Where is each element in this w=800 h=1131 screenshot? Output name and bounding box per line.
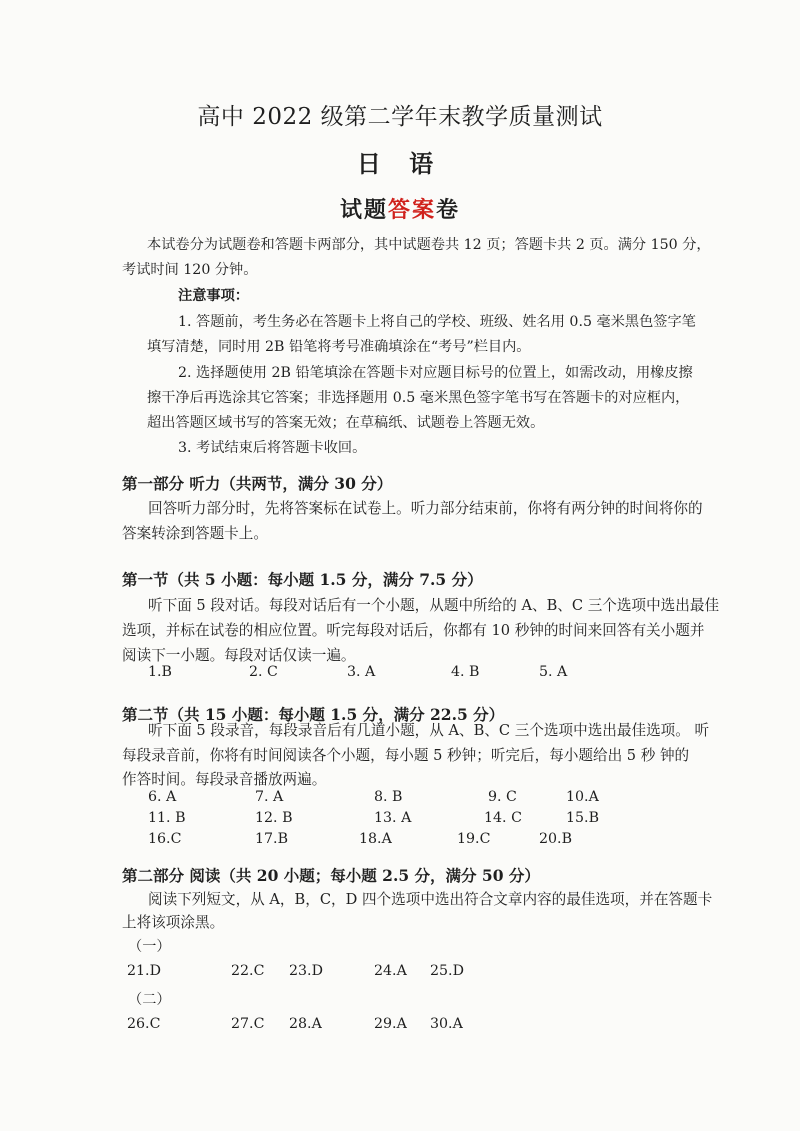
section2-desc-line: 每段录音前，你将有时间阅读各个小题，每小题 5 秒钟；听完后，每小题给出 5 秒 钟的 xyxy=(122,747,690,764)
answer-item: 7. A xyxy=(255,789,284,805)
notice-line: 超出答题区域书写的答案无效；在草稿纸、试题卷上答题无效。 xyxy=(147,415,545,431)
answer-item: 19.C xyxy=(457,831,491,847)
section1-desc-line: 听下面 5 段对话。每段对话后有一个小题，从题中所给的 A、B、C 三个选项中选出最佳 xyxy=(148,597,720,614)
part1-desc-line: 回答听力部分时，先将答案标在试卷上。听力部分结束前，你将有两分钟的时间将你的 xyxy=(148,500,703,517)
answer-item: 15.B xyxy=(566,810,599,826)
intro-line: 本试卷分为试题卷和答题卡两部分，其中试题卷共 12 页；答题卡共 2 页。满分 150 分， xyxy=(147,237,711,253)
answer-item: 24.A xyxy=(374,963,407,979)
answer-item: 8. B xyxy=(374,789,403,805)
answer-item: 12. B xyxy=(255,810,293,826)
notice-line: 1. 答题前，考生务必在答题卡上将自己的学校、班级、姓名用 0.5 毫米黑色签字笔 xyxy=(178,314,696,330)
part2-desc-line: 上将该项涂黑。 xyxy=(122,914,225,931)
answer-item: 20.B xyxy=(539,831,572,847)
part2-desc-line: 阅读下列短文，从 A，B，C，D 四个选项中选出符合文章内容的最佳选项，并在答题卡 xyxy=(148,891,713,908)
intro-line: 考试时间 120 分钟。 xyxy=(122,262,258,278)
section2-heading: 第二节（共 15 小题：每小题 1.5 分，满分 22.5 分） xyxy=(122,705,505,724)
answer-item: 18.A xyxy=(359,831,392,847)
part1-desc-line: 答案转涂到答题卡上。 xyxy=(122,525,268,542)
answer-item: 21.D xyxy=(127,963,161,979)
notice-line: 3. 考试结束后将答题卡收回。 xyxy=(178,440,367,456)
answer-item: 2. C xyxy=(249,664,278,680)
part1-heading: 第一部分 听力（共两节，满分 30 分） xyxy=(122,474,393,493)
answer-item: 27.C xyxy=(231,1016,265,1032)
answer-item: 16.C xyxy=(148,831,182,847)
answer-item: 23.D xyxy=(289,963,323,979)
section1-desc-line: 选项，并标在试卷的相应位置。听完每段对话后，你都有 10 秒钟的时间来回答有关小题并 xyxy=(122,622,705,639)
answer-item: 22.C xyxy=(231,963,265,979)
answer-title-post: 卷 xyxy=(436,197,461,223)
answer-item: 4. B xyxy=(451,664,480,680)
group-label: （二） xyxy=(128,992,171,1008)
answer-item: 28.A xyxy=(289,1016,322,1032)
section2-desc-line: 听下面 5 段录音，每段录音后有几道小题，从 A、B、C 三个选项中选出最佳选项。 听 xyxy=(148,722,710,739)
answer-item: 1.B xyxy=(148,664,172,680)
notice-title: 注意事项： xyxy=(178,288,249,304)
answer-item: 17.B xyxy=(255,831,288,847)
answer-title-red: 答案 xyxy=(387,197,436,223)
answer-item: 30.A xyxy=(430,1016,463,1032)
answer-item: 26.C xyxy=(127,1016,161,1032)
answer-item: 10.A xyxy=(566,789,599,805)
answer-item: 14. C xyxy=(484,810,522,826)
notice-line: 填写清楚，同时用 2B 铅笔将考号准确填涂在“考号”栏目内。 xyxy=(147,339,531,355)
part2-heading: 第二部分 阅读（共 20 小题；每小题 2.5 分，满分 50 分） xyxy=(122,866,540,885)
group-label: （一） xyxy=(128,939,171,955)
answer-item: 29.A xyxy=(374,1016,407,1032)
subject-title: 日 语 xyxy=(356,149,444,178)
answer-item: 5. A xyxy=(539,664,568,680)
answer-item: 25.D xyxy=(430,963,464,979)
answer-item: 3. A xyxy=(347,664,376,680)
section1-heading: 第一节（共 5 小题：每小题 1.5 分，满分 7.5 分） xyxy=(122,570,483,589)
answer-item: 6. A xyxy=(148,789,177,805)
section1-desc-line: 阅读下一小题。每段对话仅读一遍。 xyxy=(122,647,356,664)
answer-item: 9. C xyxy=(488,789,517,805)
answer-title-pre: 试题 xyxy=(339,197,388,223)
section2-desc-line: 作答时间。每段录音播放两遍。 xyxy=(122,771,327,788)
exam-title: 高中 2022 级第二学年末教学质量测试 xyxy=(197,104,603,130)
answer-item: 13. A xyxy=(374,810,412,826)
notice-line: 擦干净后再选涂其它答案；非选择题用 0.5 毫米黑色签字笔书写在答题卡的对应框内， xyxy=(147,390,690,406)
answer-sheet-title xyxy=(0,193,800,224)
notice-line: 2. 选择题使用 2B 铅笔填涂在答题卡对应题目标号的位置上，如需改动，用橡皮擦 xyxy=(178,365,693,381)
answer-item: 11. B xyxy=(148,810,186,826)
